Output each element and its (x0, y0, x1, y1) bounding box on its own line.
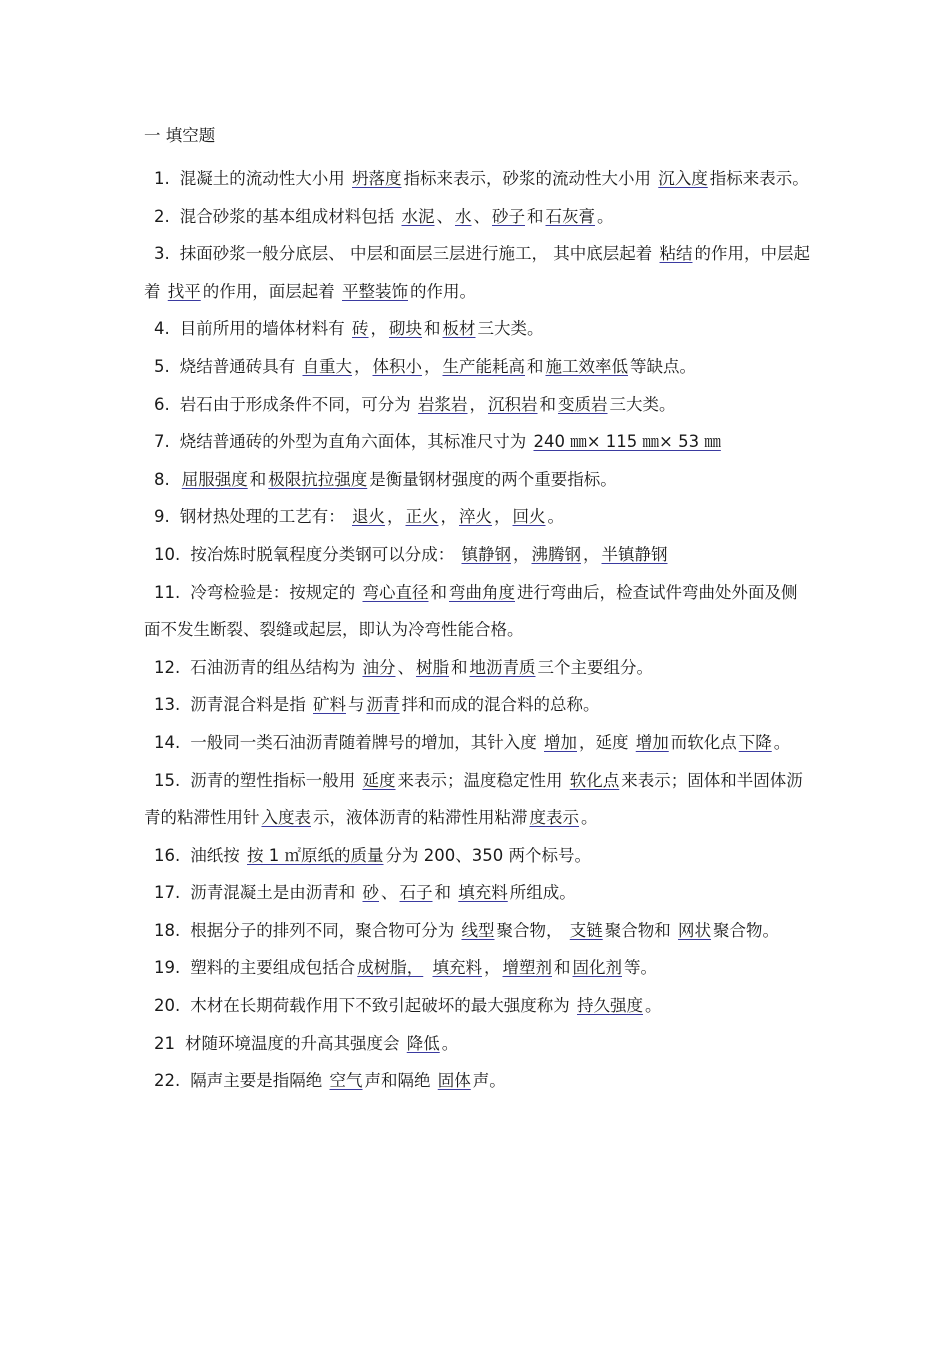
answer-blank: 变质岩 (558, 394, 608, 414)
question-text: 抹面砂浆一般分底层、 中层和面层三层进行施工， 其中底层起着 (179, 244, 658, 264)
question-item (144, 160, 810, 198)
answer-blank: 砌块 (389, 319, 422, 339)
question-item (144, 686, 810, 724)
question-text: ， (583, 544, 600, 564)
answer-blank: 水 (455, 206, 472, 226)
question-text: 声。 (472, 1071, 506, 1091)
question-number: 10. (154, 544, 181, 564)
question-item (144, 649, 810, 687)
question-text: 沥青的塑性指标一般用 (190, 770, 361, 790)
question-text: 和 (554, 958, 571, 978)
question-number: 16. (154, 845, 181, 865)
question-text: 所组成。 (509, 883, 576, 903)
question-text: 。 (441, 1033, 459, 1053)
question-text: 混合砂浆的基本组成材料包括 (179, 206, 400, 226)
answer-blank: 水泥 (401, 206, 435, 226)
question-number: 3. (154, 244, 170, 264)
answer-blank: 极限抗拉强度 (268, 469, 368, 489)
answer-blank: 沸腾钢 (531, 544, 581, 564)
answer-blank: 按 1 ㎡原纸的质量 (247, 845, 384, 865)
answer-blank: 回火 (512, 507, 546, 527)
answer-blank: 沉入度 (658, 169, 708, 188)
question-item (144, 574, 810, 649)
question-text: 按冶炼时脱氧程度分类钢可以分成： (190, 544, 460, 564)
question-number: 5. (154, 356, 170, 376)
question-text: 与 (348, 695, 365, 715)
answer-blank: 延度 (362, 770, 396, 790)
answer-blank: 矿料 (313, 695, 346, 715)
question-text: 等。 (624, 958, 657, 978)
question-text: 拌和而成的混合料的总称。 (401, 695, 600, 715)
question-text: 聚合物和 (604, 920, 676, 940)
question-text: ， (469, 394, 486, 414)
question-text: 的作用，面层起着 (202, 281, 340, 301)
answer-blank: 支链 (569, 920, 603, 940)
answer-blank: 半镇静钢 (601, 544, 668, 564)
answer-blank: 粘结 (659, 244, 693, 264)
answer-blank: 树脂 (416, 657, 449, 677)
question-text: 。 (645, 996, 662, 1016)
answer-blank: 沥青 (366, 695, 400, 715)
answer-blank: 固体 (437, 1071, 471, 1091)
question-text: 岩石由于形成条件不同，可分为 (179, 394, 416, 414)
question-number: 2. (154, 206, 170, 226)
answer-blank: 入度表 (261, 808, 311, 828)
question-item (144, 1025, 810, 1063)
question-number: 1. (154, 169, 170, 188)
answer-blank: 屈服强度 (181, 469, 248, 489)
answer-blank: 镇静钢 (461, 544, 511, 564)
question-text: 进行弯曲后，检查试件弯曲处外面及侧面不发生断裂、裂缝或起层，即认为冷弯性能合格。 (144, 582, 798, 640)
question-number: 17. (154, 883, 181, 903)
question-item (144, 348, 810, 386)
question-text: 烧结普通砖的外型为直角六面体，其标准尺寸为 (179, 432, 532, 452)
answer-blank: 找平 (167, 281, 201, 301)
answer-blank: 持久强度 (577, 996, 643, 1016)
question-item (144, 461, 810, 499)
answer-blank: 砂子 (492, 206, 525, 226)
answer-blank: 填充料 (458, 883, 508, 903)
answer-blank: 施工效率低 (545, 356, 628, 376)
answer-blank: 增塑剂 (502, 958, 552, 978)
answer-blank: 退火 (352, 507, 385, 527)
question-item (144, 536, 810, 574)
question-text: 是衡量钢材强度的两个重要指标。 (369, 469, 617, 489)
answer-blank: 砂 (362, 883, 379, 903)
question-item (144, 837, 810, 875)
question-item (144, 498, 810, 536)
question-text: 和 (434, 883, 457, 903)
question-text: ， (513, 544, 530, 564)
question-text: 三大类。 (609, 394, 676, 414)
answer-blank: 沉积岩 (488, 394, 538, 414)
question-number: 15. (154, 770, 181, 790)
answer-blank: 网状 (678, 920, 711, 940)
question-text: ， (370, 319, 387, 339)
question-text: 烧结普通砖具有 (179, 356, 301, 376)
question-text: 和 (430, 582, 447, 602)
question-text: 和 (424, 319, 441, 339)
answer-blank: 空气 (329, 1071, 363, 1091)
answer-blank: 固化剂 (572, 958, 622, 978)
question-text: 石油沥青的组丛结构为 (190, 657, 361, 677)
question-text: 而软化点 (670, 732, 737, 752)
question-text: 分为 200、350 两个标号。 (385, 845, 591, 865)
question-item (144, 1062, 810, 1100)
answer-blank: 弯心直径 (362, 582, 429, 602)
question-item (144, 912, 810, 950)
answer-blank: 增加 (635, 732, 669, 752)
question-text: 等缺点。 (630, 356, 696, 376)
question-number: 9. (154, 507, 170, 527)
question-text: ， (494, 507, 511, 527)
question-text: 来表示；温度稳定性用 (397, 770, 568, 790)
answer-blank: 度表示 (529, 808, 579, 828)
answer-blank: 砖 (352, 319, 369, 339)
question-text: 沥青混凝土是由沥青和 (190, 883, 361, 903)
question-text: 、 (473, 206, 490, 226)
answer-blank: 线型 (461, 920, 495, 940)
question-text: 三个主要组分。 (537, 657, 653, 677)
question-text: 聚合物， (496, 920, 568, 940)
question-number: 8. (154, 469, 170, 489)
answer-blank: 体积小 (372, 356, 422, 376)
answer-blank: 软化点 (569, 770, 620, 790)
question-item (144, 386, 810, 424)
question-list (144, 160, 810, 1100)
question-text: 材随环境温度的升高其强度会 (185, 1033, 405, 1053)
question-text: 来表示；固体和半固体沥青的粘滞性用针 (144, 770, 803, 828)
question-text: 示，液体沥青的粘滞性用粘滞 (313, 808, 528, 828)
question-number: 14. (154, 732, 181, 752)
question-item (144, 423, 810, 461)
answer-blank: 地沥青质 (469, 657, 536, 677)
answer-blank: 自重大 (302, 356, 352, 376)
question-text: 。 (773, 732, 791, 752)
question-text: 、 (397, 657, 414, 677)
answer-blank: 填充料 (432, 958, 482, 978)
question-text: ， (387, 507, 404, 527)
question-text: ， (484, 958, 501, 978)
question-text: 和 (249, 469, 267, 489)
answer-blank: 平整装饰 (342, 281, 408, 301)
answer-blank: 石灰膏 (545, 206, 595, 226)
question-text: 和 (527, 206, 544, 226)
question-text: 塑料的主要组成包括合 (190, 958, 356, 978)
question-text: 。 (597, 206, 614, 226)
question-number: 22. (154, 1071, 181, 1091)
question-text: ， (440, 507, 457, 527)
question-text: 。 (581, 808, 598, 828)
question-text: 一般同一类石油沥青随着牌号的增加，其针入度 (190, 732, 542, 752)
question-item (144, 874, 810, 912)
question-text: 沥青混合料是指 (190, 695, 311, 715)
question-item (144, 762, 810, 837)
question-text: ， (424, 356, 441, 376)
answer-blank: 坍落度 (352, 169, 402, 188)
question-text: 的作用。 (410, 281, 476, 301)
question-text: ，延度 (579, 732, 634, 752)
answer-blank: 降低 (406, 1033, 440, 1053)
question-item (144, 724, 810, 762)
answer-blank: 弯曲角度 (449, 582, 515, 602)
question-number: 6. (154, 394, 170, 414)
question-number: 19. (154, 958, 181, 978)
answer-blank: 油分 (362, 657, 396, 677)
question-number: 7. (154, 432, 170, 452)
question-text: 冷弯检验是：按规定的 (190, 582, 361, 602)
question-text: 。 (547, 507, 564, 527)
section-title: 一 填空题 (144, 126, 216, 145)
question-text: 根据分子的排列不同，聚合物可分为 (190, 920, 460, 940)
question-text: 三大类。 (477, 319, 544, 339)
question-number: 4. (154, 319, 170, 339)
question-number: 11. (154, 582, 181, 602)
question-item (144, 235, 810, 310)
answer-blank: 生产能耗高 (442, 356, 525, 376)
answer-blank: 岩浆岩 (418, 394, 468, 414)
question-item (144, 949, 810, 987)
question-text: 和 (451, 657, 468, 677)
question-text (425, 958, 430, 977)
question-text: ， (354, 356, 371, 376)
question-text: 钢材热处理的工艺有： (179, 507, 350, 527)
question-text: 和 (539, 394, 556, 414)
question-text: 、 (436, 206, 453, 226)
question-number: 20. (154, 996, 181, 1016)
question-text: 混凝土的流动性大小用 (179, 169, 350, 188)
question-number: 21 (154, 1033, 175, 1053)
question-text: 指标来表示，砂浆的流动性大小用 (403, 169, 657, 188)
question-item (144, 310, 810, 348)
question-text: 和 (527, 356, 544, 376)
question-text: 隔声主要是指隔绝 (190, 1071, 328, 1091)
question-number: 13. (154, 695, 181, 715)
question-number: 12. (154, 657, 181, 677)
question-text: 木材在长期荷载作用下不致引起破坏的最大强度称为 (190, 996, 575, 1016)
answer-blank: 240 ㎜× 115 ㎜× 53 ㎜ (533, 432, 721, 452)
question-text: 油纸按 (190, 845, 245, 865)
question-text: 指标来表示。 (709, 169, 809, 188)
answer-blank: 石子 (399, 883, 433, 903)
answer-blank: 淬火 (459, 507, 492, 527)
answer-blank: 下降 (738, 732, 772, 752)
question-text: 声和隔绝 (364, 1071, 436, 1091)
answer-blank: 成树脂， (357, 958, 424, 978)
answer-blank: 增加 (544, 732, 577, 752)
answer-blank: 正火 (405, 507, 439, 527)
question-item (144, 198, 810, 236)
answer-blank: 板材 (442, 319, 476, 339)
question-text: 、 (381, 883, 398, 903)
question-item (144, 987, 810, 1025)
question-text: 目前所用的墙体材料有 (179, 319, 350, 339)
question-text: 聚合物。 (713, 920, 779, 940)
question-text: 的作用，中层起着 (144, 244, 810, 301)
question-number: 18. (154, 920, 181, 940)
